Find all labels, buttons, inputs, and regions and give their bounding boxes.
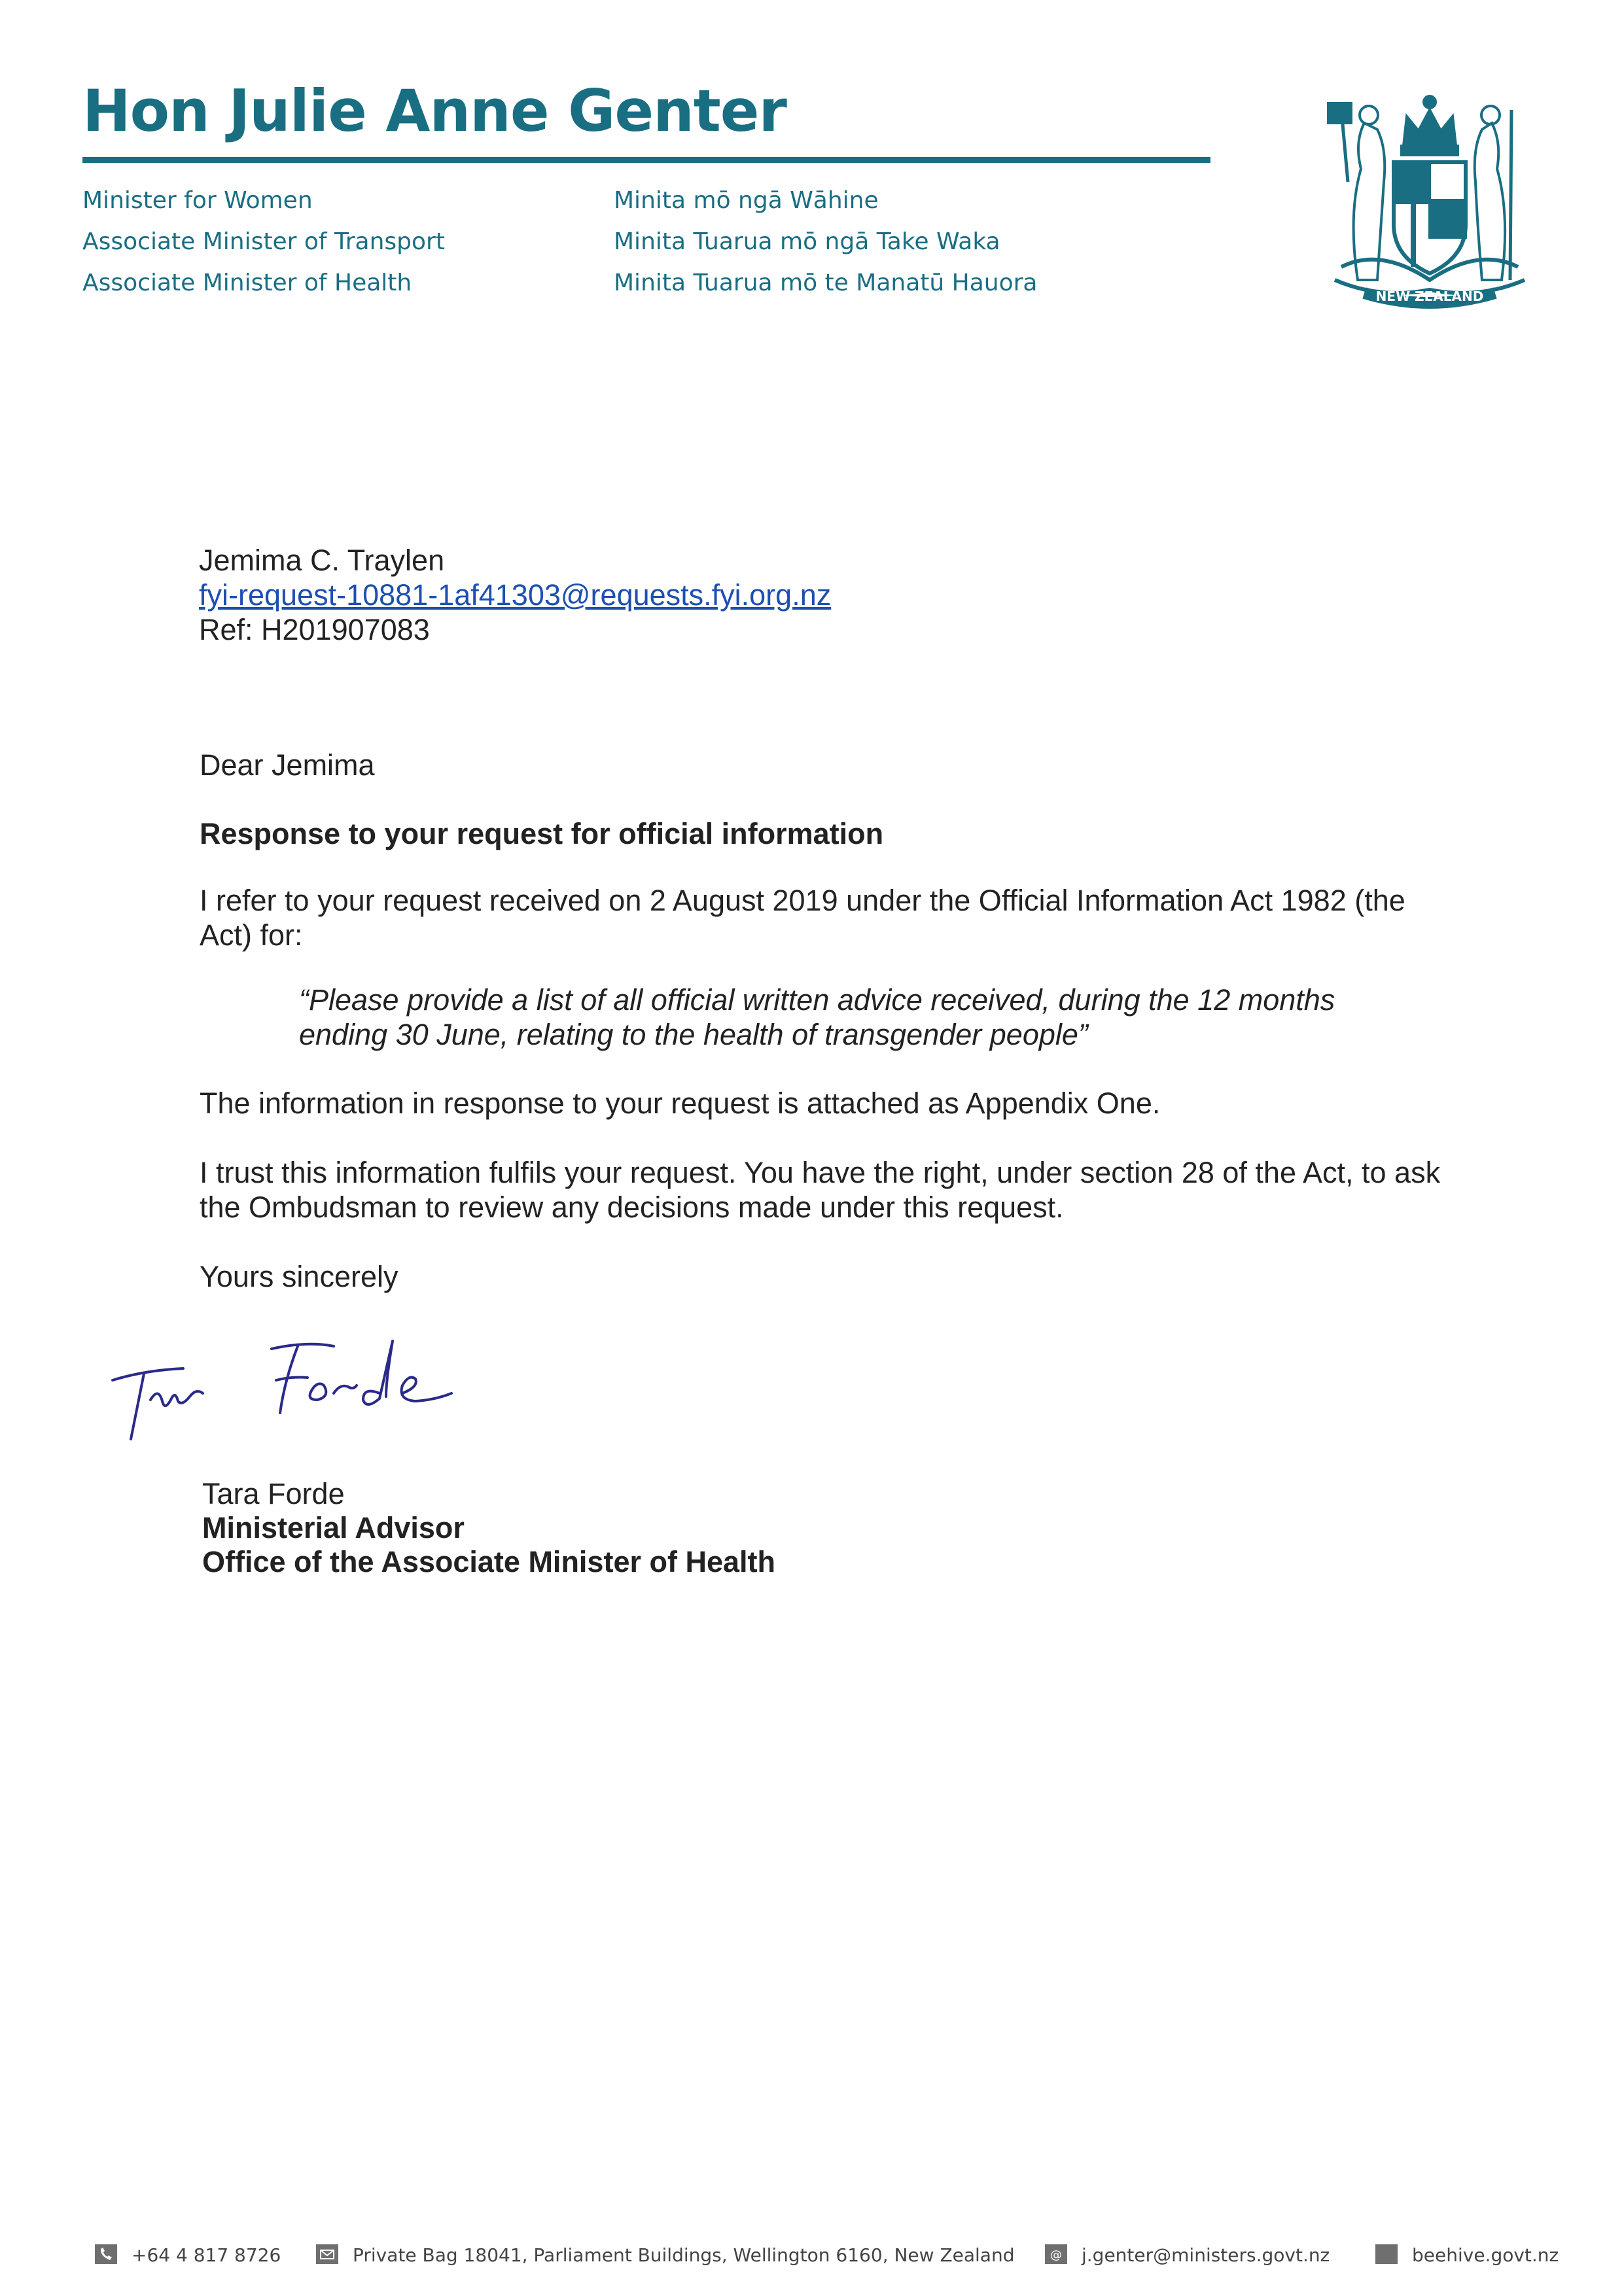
reference-number: Ref: H201907083 (199, 613, 430, 646)
footer-address (316, 2240, 1015, 2270)
role-english-women: Minister for Women (82, 187, 313, 214)
signature-drawing (105, 1308, 497, 1465)
footer-address-text: Private Bag 18041, Parliament Buildings, Wellington 6160, New Zealand (353, 2244, 1015, 2266)
footer-email-link[interactable]: j.genter@ministers.govt.nz (1082, 2244, 1330, 2266)
recipient-email-link[interactable]: fyi-request-10881-1af41303@requests.fyi.org.nz (199, 578, 832, 612)
at-sign-icon (1045, 2244, 1067, 2264)
roles-maori (614, 184, 1037, 308)
closing: Yours sincerely (200, 1260, 398, 1293)
crest-banner-text: NEW ZEALAND (1375, 288, 1484, 304)
footer-website-link[interactable]: beehive.govt.nz (1412, 2244, 1559, 2266)
role-maori-women: Minita mō ngā Wāhine (614, 187, 879, 214)
footer-phone-text: +64 4 817 8726 (132, 2244, 281, 2266)
mail-icon (316, 2244, 338, 2264)
recipient-name: Jemima C. Traylen (199, 544, 445, 577)
signatory-name: Tara Forde (202, 1477, 345, 1510)
paragraph-request: I refer to your request received on 2 August 2019 under the Official Information Act 1982 (the Act) for: (200, 884, 1405, 952)
footer-phone (95, 2240, 281, 2270)
paragraph-rights: I trust this information fulfils your request. You have the right, under section 28 of the Act, to ask the Ombudsman to review any decisions made under this request. (200, 1156, 1441, 1224)
role-maori-health: Minita Tuarua mō te Manatū Hauora (614, 270, 1038, 296)
role-english-transport: Associate Minister of Transport (82, 228, 445, 255)
role-maori-transport: Minita Tuarua mō ngā Take Waka (614, 228, 1000, 255)
recipient-block (199, 543, 831, 647)
footer-website (1375, 2240, 1559, 2270)
footer-email (1045, 2240, 1330, 2270)
paragraph-appendix: The information in response to your request is attached as Appendix One. (200, 1087, 1161, 1120)
request-quote: “Please provide a list of all official written advice received, during the 12 months ending 30 June, relating to the health of transgender people” (299, 983, 1335, 1051)
letter-subject: Response to your request for official information (200, 817, 884, 850)
handwritten-signature (105, 1308, 497, 1465)
signature-block (202, 1477, 775, 1579)
role-english-health: Associate Minister of Health (82, 270, 412, 296)
signatory-office: Office of the Associate Minister of Health (202, 1545, 775, 1578)
roles-english (82, 184, 445, 308)
signatory-title: Ministerial Advisor (202, 1511, 465, 1544)
salutation: Dear Jemima (200, 748, 375, 782)
web-icon (1375, 2244, 1398, 2264)
header-rule (82, 157, 1210, 163)
coat-of-arms-icon (1302, 84, 1557, 319)
phone-icon (95, 2244, 117, 2264)
minister-name: Hon Julie Anne Genter (82, 77, 786, 145)
svg-text:@: @ (1050, 2248, 1062, 2262)
